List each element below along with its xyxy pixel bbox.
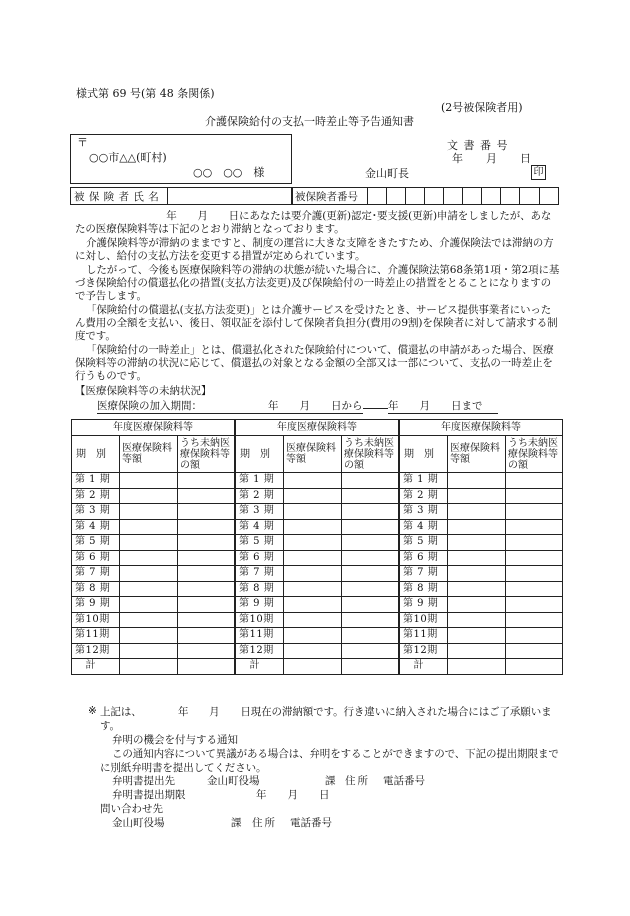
unpaid-cell	[506, 519, 563, 535]
period-cell: 第 4 期	[236, 519, 284, 535]
period-cell: 第 5 期	[236, 535, 284, 551]
unpaid-cell	[178, 597, 235, 613]
unpaid-cell	[342, 550, 399, 566]
total-row	[236, 659, 399, 675]
table-header-year: 年度医療保険料等	[236, 420, 399, 436]
period-cell: 第 1 期	[236, 473, 284, 489]
table-row	[72, 612, 235, 628]
unpaid-cell	[506, 550, 563, 566]
amount-cell	[284, 628, 342, 644]
period-cell: 第10期	[400, 612, 448, 628]
unpaid-cell	[342, 643, 399, 659]
table-row	[72, 473, 235, 489]
period-cell: 第 7 期	[236, 566, 284, 582]
unpaid-cell	[342, 504, 399, 520]
insured-number-label: 被保険者番号	[295, 191, 358, 203]
notice-body: この通知内容について異議がある場合は、弁明をすることができますので、下記の提出期限までに別紙弁明書を提出してください。	[100, 748, 559, 774]
period-cell: 第 8 期	[400, 581, 448, 597]
document-title: 介護保険給付の支払一時差止等予告通知書	[205, 115, 414, 128]
payment-table-1	[71, 419, 235, 675]
table-row	[72, 643, 235, 659]
period-to: 年 月 日まで	[388, 400, 498, 414]
amount-cell	[448, 535, 506, 551]
paragraph-1: 年 月 日にあなたは要介護(更新)認定･要支援(更新)申請をしましたが、あなたの医療保険料等は下記のとおり滞納となっております。	[75, 210, 552, 235]
unpaid-cell	[506, 612, 563, 628]
table-row	[400, 488, 563, 504]
period-cell: 第12期	[236, 643, 284, 659]
address-line: ○○市△△(町村)	[89, 151, 167, 164]
amount-cell	[120, 488, 178, 504]
table-row	[400, 628, 563, 644]
col-amount: 医療保険料等額	[284, 436, 342, 473]
status-heading: 【医療保険料等の未納状況】	[75, 385, 212, 397]
col-unpaid: うち未納医療保険料等の額	[178, 436, 235, 473]
unpaid-cell	[506, 473, 563, 489]
amount-cell	[284, 612, 342, 628]
period-cell: 第10期	[236, 612, 284, 628]
table-row	[400, 504, 563, 520]
table-row	[400, 473, 563, 489]
col-unpaid: うち未納医療保険料等の額	[506, 436, 563, 473]
amount-cell	[120, 473, 178, 489]
notice-heading: 弁明の機会を付与する通知	[112, 734, 238, 746]
amount-cell	[284, 566, 342, 582]
table-row	[72, 550, 235, 566]
period-cell: 第 8 期	[72, 581, 120, 597]
period-cell: 第 6 期	[72, 550, 120, 566]
unpaid-cell	[178, 581, 235, 597]
unpaid-cell	[342, 535, 399, 551]
unpaid-cell	[178, 488, 235, 504]
amount-cell	[448, 519, 506, 535]
unpaid-cell	[506, 566, 563, 582]
table-row	[400, 597, 563, 613]
table-row	[72, 597, 235, 613]
amount-cell	[284, 597, 342, 613]
seal-stamp: 印	[531, 165, 546, 180]
amount-cell	[120, 597, 178, 613]
col-amount: 医療保険料等額	[448, 436, 506, 473]
amount-cell	[284, 504, 342, 520]
total-row	[400, 659, 563, 675]
submit-section: 課	[325, 775, 336, 787]
table-row	[236, 581, 399, 597]
total-unpaid-cell	[506, 659, 563, 675]
unpaid-cell	[178, 550, 235, 566]
period-cell: 第 2 期	[72, 488, 120, 504]
amount-cell	[120, 612, 178, 628]
table-row	[236, 519, 399, 535]
unpaid-cell	[342, 488, 399, 504]
period-cell: 第11期	[72, 628, 120, 644]
table-row	[400, 566, 563, 582]
recipient-name: ○○ ○○ 様	[193, 166, 265, 179]
enrollment-label: 医療保険の加入期間：	[97, 400, 262, 414]
enrollment-period	[97, 400, 498, 414]
submit-phone: 電話番号	[383, 775, 425, 787]
paragraph-3: したがって、今後も医療保険料等の滞納の状態が続いた場合に、介護保険法第68条第1項・第2項に基づき保険給付の償還払化の措置(支払方法変更)及び保険給付の一時差止の措置をとることになりますので予告します。	[75, 264, 560, 302]
amount-cell	[448, 566, 506, 582]
unpaid-cell	[178, 612, 235, 628]
col-period: 期 別	[236, 436, 284, 473]
payment-table-3	[399, 419, 563, 675]
period-cell: 第 7 期	[72, 566, 120, 582]
mayor: 金山町長	[365, 167, 409, 180]
date-day: 日	[520, 152, 531, 165]
asterisk: ※	[88, 705, 97, 717]
table-row	[72, 581, 235, 597]
period-cell: 第 9 期	[236, 597, 284, 613]
insured-name-label: 被 保 険 者 氏 名	[74, 191, 160, 203]
unpaid-cell	[342, 581, 399, 597]
amount-cell	[284, 643, 342, 659]
unpaid-cell	[506, 535, 563, 551]
table-row	[400, 643, 563, 659]
unpaid-cell	[178, 504, 235, 520]
insured-type: (2号被保険者用)	[441, 101, 523, 114]
amount-cell	[448, 628, 506, 644]
paragraph-5: 「保険給付の一時差止」とは、償還払化された保険給付について、償還払の申請があった場合、医療保険料等の滞納の状況に応じて、償還払の対象となる金額の全部又は一部について、支払の一時差止を行うものです。	[75, 344, 554, 382]
table-row	[400, 519, 563, 535]
submit-address: 住所	[345, 775, 370, 787]
table-row	[72, 488, 235, 504]
amount-cell	[448, 597, 506, 613]
period-cell: 第 1 期	[400, 473, 448, 489]
unpaid-cell	[178, 628, 235, 644]
period-cell: 第11期	[236, 628, 284, 644]
total-row	[72, 659, 235, 675]
date-year: 年	[452, 152, 463, 165]
unpaid-cell	[342, 473, 399, 489]
table-row	[236, 535, 399, 551]
period-cell: 第 2 期	[236, 488, 284, 504]
table-row	[72, 535, 235, 551]
unpaid-cell	[342, 612, 399, 628]
period-cell: 第 9 期	[400, 597, 448, 613]
amount-cell	[120, 628, 178, 644]
unpaid-cell	[342, 519, 399, 535]
inquiry-office: 金山町役場	[112, 817, 165, 829]
table-row	[400, 535, 563, 551]
unpaid-cell	[178, 535, 235, 551]
period-cell: 第 6 期	[400, 550, 448, 566]
date-month: 月	[486, 152, 497, 165]
table-row	[72, 504, 235, 520]
table-row	[236, 628, 399, 644]
table-row	[400, 612, 563, 628]
table-row	[236, 597, 399, 613]
amount-cell	[448, 488, 506, 504]
deadline-date: 年 月 日	[256, 789, 330, 801]
table-row	[72, 519, 235, 535]
document-number-label: 文 書 番 号	[447, 139, 509, 152]
amount-cell	[448, 504, 506, 520]
amount-cell	[448, 550, 506, 566]
amount-cell	[448, 612, 506, 628]
period-cell: 第 4 期	[72, 519, 120, 535]
total-label: 計	[236, 659, 284, 675]
period-cell: 第12期	[400, 643, 448, 659]
table-row	[72, 628, 235, 644]
amount-cell	[448, 473, 506, 489]
deadline-label: 弁明書提出期限	[112, 789, 186, 801]
period-cell: 第10期	[72, 612, 120, 628]
table-row	[236, 550, 399, 566]
inquiry-phone: 電話番号	[290, 817, 332, 829]
amount-cell	[284, 488, 342, 504]
amount-cell	[284, 535, 342, 551]
unpaid-cell	[178, 643, 235, 659]
inquiry-section: 課	[231, 817, 242, 829]
unpaid-cell	[506, 488, 563, 504]
submit-to-label: 弁明書提出先	[112, 775, 175, 787]
total-amount-cell	[120, 659, 178, 675]
period-cell: 第 3 期	[236, 504, 284, 520]
amount-cell	[284, 519, 342, 535]
table-row	[236, 473, 399, 489]
paragraph-4: 「保険給付の償還払(支払方法変更)」とは介護サービスを受けたとき、サービス提供事業者にいったん費用の全額を支払い、後日、領収証を添付して保険者負担分(費用の9割)を保険者に対して請求する制度です。	[75, 304, 558, 342]
total-unpaid-cell	[342, 659, 399, 675]
amount-cell	[120, 566, 178, 582]
unpaid-cell	[506, 504, 563, 520]
total-amount-cell	[448, 659, 506, 675]
unpaid-cell	[506, 628, 563, 644]
postal-mark: 〒	[77, 136, 88, 149]
period-cell: 第 7 期	[400, 566, 448, 582]
period-from: 年 月 日から	[262, 400, 363, 414]
amount-cell	[120, 643, 178, 659]
period-cell: 第12期	[72, 643, 120, 659]
amount-cell	[448, 581, 506, 597]
amount-cell	[120, 550, 178, 566]
period-cell: 第 6 期	[236, 550, 284, 566]
form-number: 様式第 69 号(第 48 条関係)	[76, 87, 215, 100]
total-unpaid-cell	[178, 659, 235, 675]
total-amount-cell	[284, 659, 342, 675]
period-cell: 第 2 期	[400, 488, 448, 504]
period-cell: 第 3 期	[72, 504, 120, 520]
amount-cell	[120, 504, 178, 520]
table-row	[400, 550, 563, 566]
amount-cell	[448, 643, 506, 659]
unpaid-cell	[342, 597, 399, 613]
col-period: 期 別	[72, 436, 120, 473]
note-1: 上記は、 年 月 日現在の滞納額です。行き違いに納入された場合にはご了承願います。	[100, 706, 552, 732]
unpaid-cell	[178, 566, 235, 582]
payment-table-2	[235, 419, 399, 675]
submit-to-office: 金山町役場	[207, 775, 260, 787]
period-cell: 第 5 期	[72, 535, 120, 551]
period-cell: 第 1 期	[72, 473, 120, 489]
unpaid-cell	[342, 628, 399, 644]
amount-cell	[284, 581, 342, 597]
period-cell: 第 5 期	[400, 535, 448, 551]
unpaid-cell	[506, 597, 563, 613]
amount-cell	[120, 581, 178, 597]
period-cell: 第 8 期	[236, 581, 284, 597]
table-row	[72, 566, 235, 582]
table-row	[236, 504, 399, 520]
period-cell: 第11期	[400, 628, 448, 644]
table-header-year: 年度医療保険料等	[400, 420, 563, 436]
unpaid-cell	[506, 643, 563, 659]
period-cell: 第 3 期	[400, 504, 448, 520]
amount-cell	[284, 473, 342, 489]
table-row	[236, 566, 399, 582]
table-row	[236, 488, 399, 504]
table-row	[400, 581, 563, 597]
unpaid-cell	[178, 473, 235, 489]
period-cell: 第 4 期	[400, 519, 448, 535]
amount-cell	[120, 535, 178, 551]
amount-cell	[120, 519, 178, 535]
table-header-year: 年度医療保険料等	[72, 420, 235, 436]
unpaid-cell	[506, 581, 563, 597]
col-period: 期 別	[400, 436, 448, 473]
total-label: 計	[72, 659, 120, 675]
table-row	[236, 643, 399, 659]
amount-cell	[284, 550, 342, 566]
inquiry-address: 住所	[252, 817, 277, 829]
col-unpaid: うち未納医療保険料等の額	[342, 436, 399, 473]
period-cell: 第 9 期	[72, 597, 120, 613]
total-label: 計	[400, 659, 448, 675]
paragraph-2: 介護保険料等が滞納のままですと、制度の運営に大きな支障をきたすため、介護保険法では滞納の方に対し、給付の支払方法を変更する措置が定められています。	[75, 237, 554, 262]
inquiry-label: 問い合わせ先	[100, 803, 163, 815]
unpaid-cell	[342, 566, 399, 582]
table-row	[236, 612, 399, 628]
col-amount: 医療保険料等額	[120, 436, 178, 473]
unpaid-cell	[178, 519, 235, 535]
